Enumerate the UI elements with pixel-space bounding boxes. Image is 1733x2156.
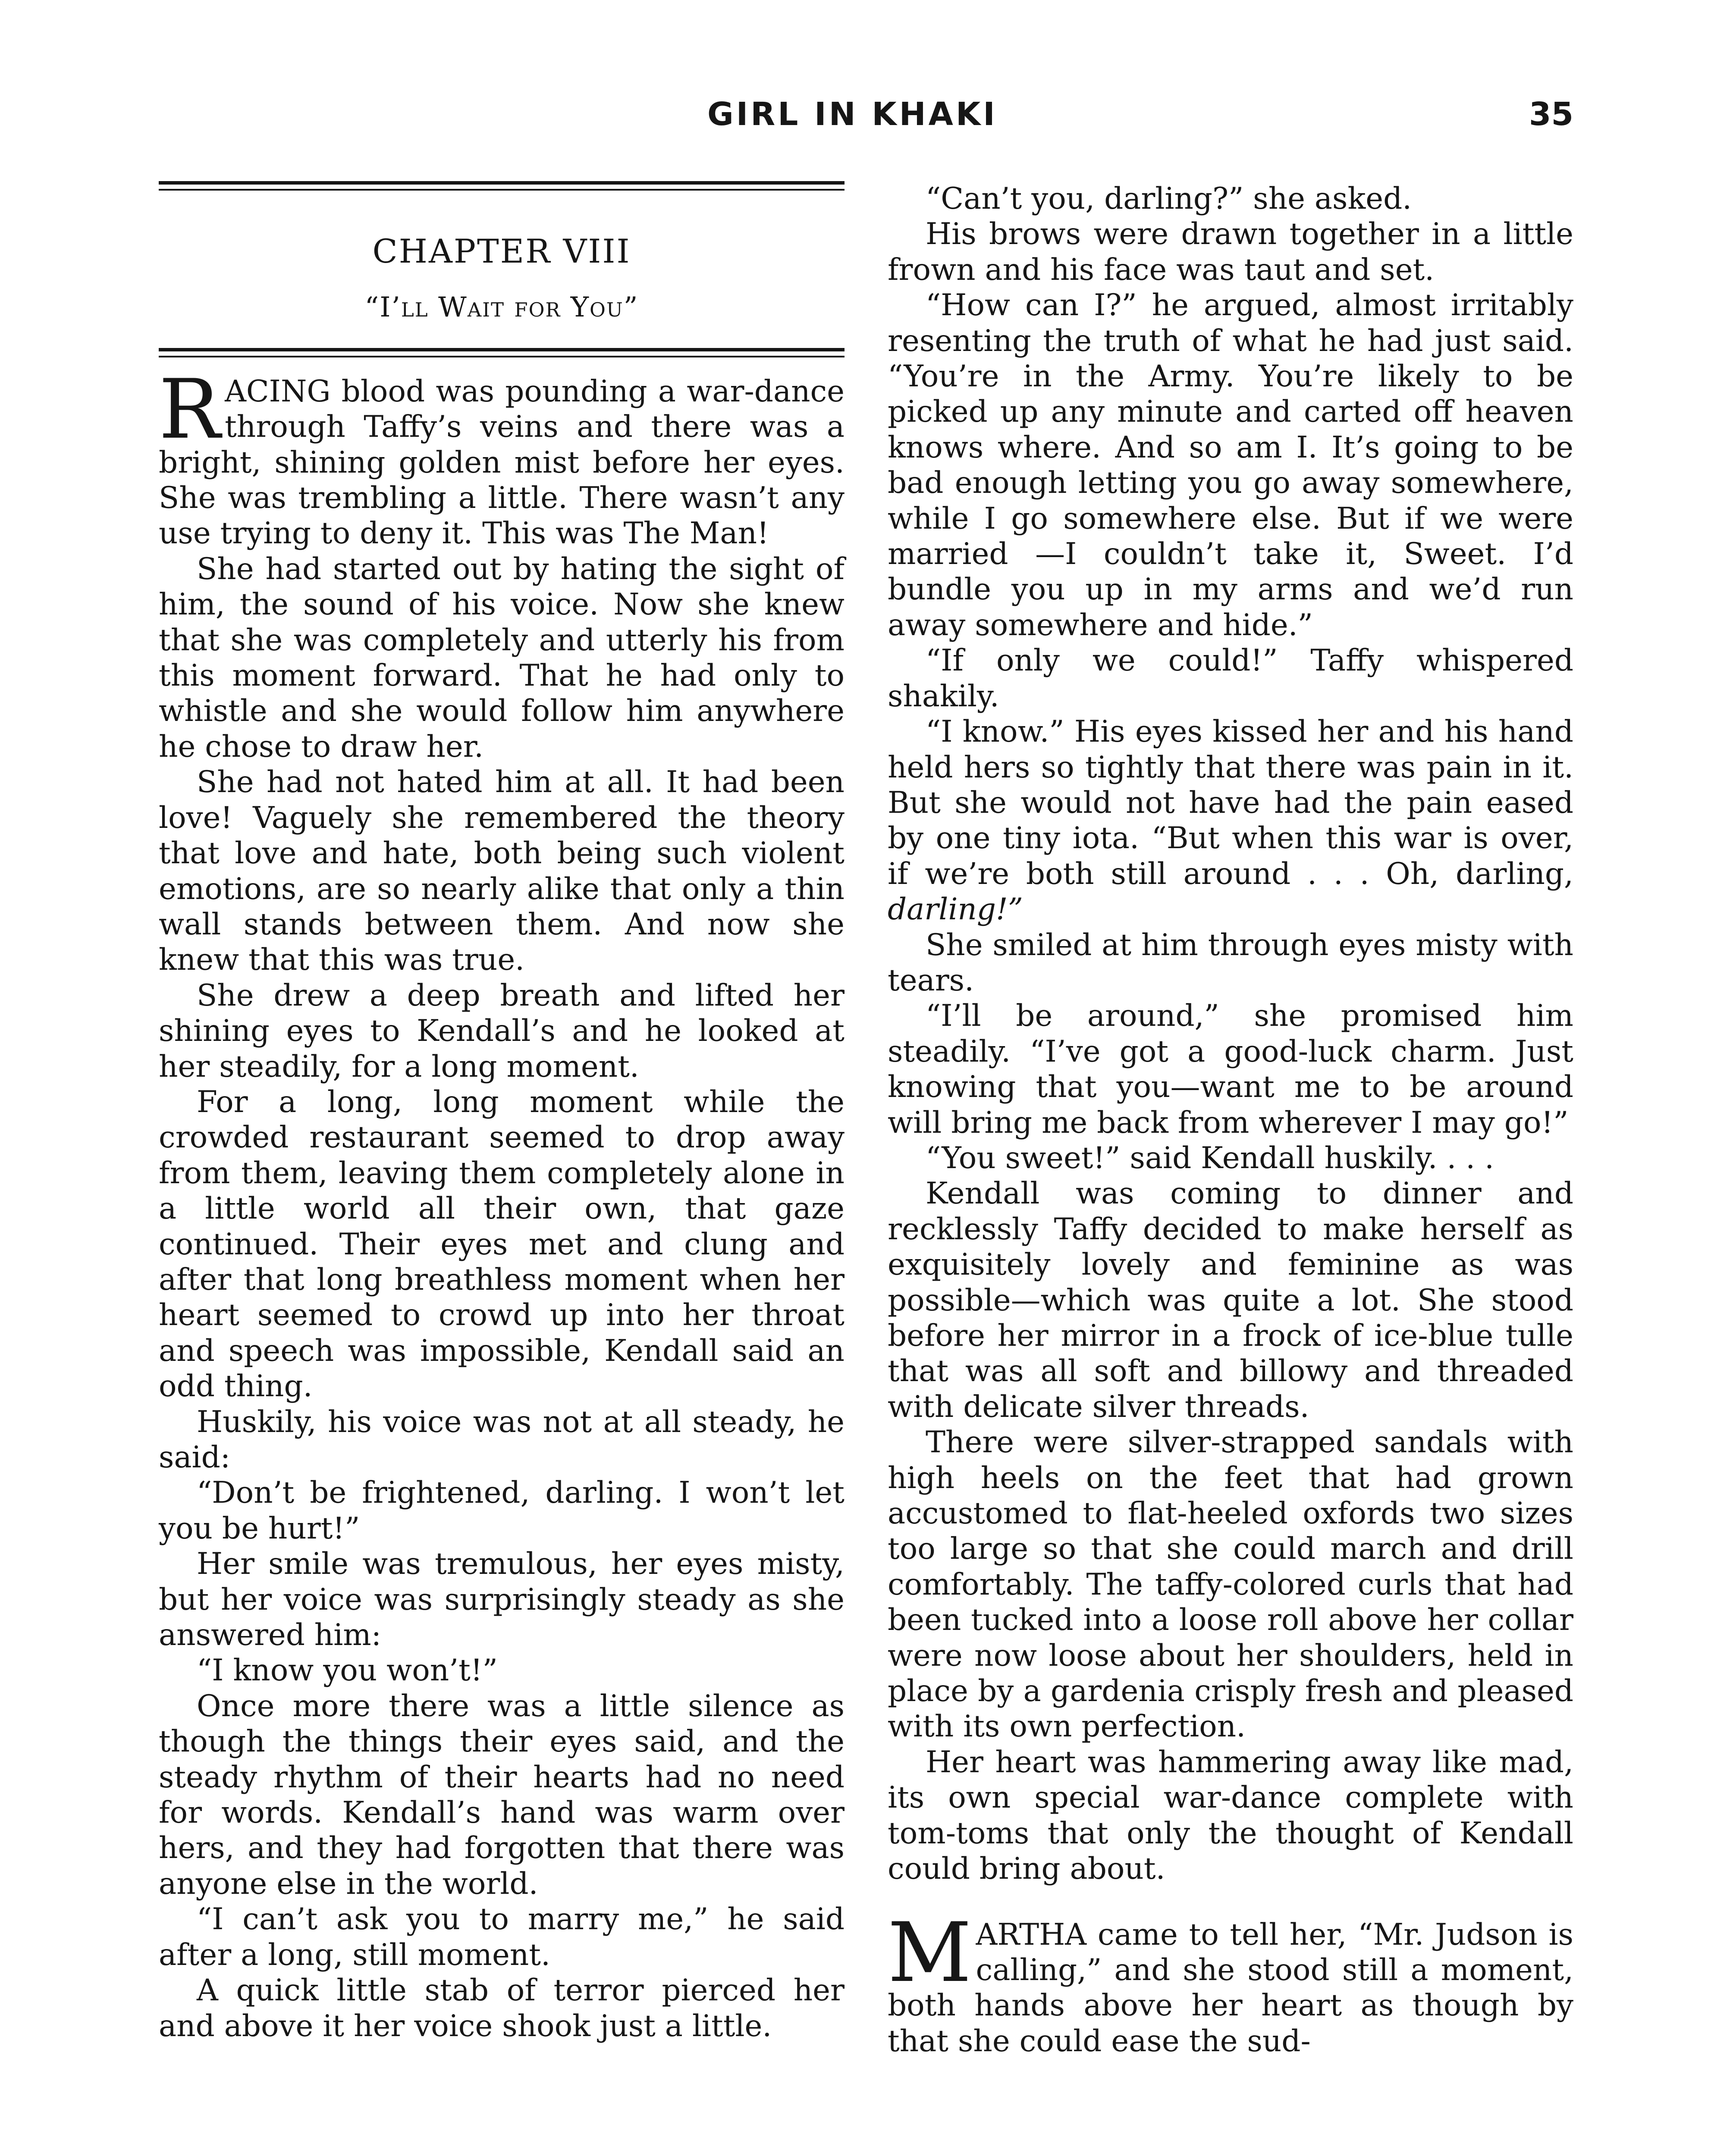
right-column bbox=[888, 181, 1573, 2059]
paragraph: She had started out by hating the sight of him, the sound of his voice. Now she knew that she was completely and utterly his from this moment forward. That he had only to whistle and she would follow him anywhere he chose to draw her. bbox=[159, 552, 845, 764]
paragraph: RACING blood was pounding a war-dance through Taffy’s veins and there was a bright, shining golden mist before her eyes. She was trembling a little. There wasn’t any use trying to deny it. This was The Man! bbox=[159, 361, 845, 551]
paragraph: She smiled at him through eyes misty with tears. bbox=[888, 928, 1573, 998]
chapter-subtitle: “I’ll Wait for You” bbox=[364, 291, 639, 324]
paragraph: For a long, long moment while the crowded restaurant seemed to drop away from them, leaving them completely alone in a little world all their own, that gaze continued. Their eyes met and clung and after that long breathless moment when her heart seemed to crowd up into her throat and speech was impossible, Kendall said an odd thing. bbox=[159, 1084, 845, 1404]
paragraph: She drew a deep breath and lifted her shining eyes to Kendall’s and he looked at her steadily, for a long moment. bbox=[159, 978, 845, 1084]
paragraph: Her heart was hammering away like mad, its own special war-dance complete with tom-toms that only the thought of Kendall could bring about. bbox=[888, 1745, 1573, 1887]
opening-small-caps: ARTHA bbox=[976, 1917, 1087, 1952]
opening-small-caps: ACING bbox=[225, 374, 331, 409]
paragraph: “Can’t you, darling?” she asked. bbox=[926, 182, 1412, 216]
section-break bbox=[888, 1887, 1573, 1917]
paragraph: “I can’t ask you to marry me,” he said after a long, still moment. bbox=[159, 1902, 845, 1972]
paragraph: “I know.” His eyes kissed her and his hand held hers so tightly that there was pain in it. But she would not have had the pain eased by one tiny iota. “But when this war is over, if we’re both still around . . . Oh, darling, darling!” bbox=[888, 714, 1573, 927]
paragraph: There were silver-strapped sandals with high heels on the feet that had grown accustomed to flat-heeled oxfords two sizes too large so that she could march and drill comfortably. The taffy-colored curls that had been tucked into a loose roll above her collar were now loose about her shoulders, held in place by a gardenia crisply fresh and pleased with its own perfection. bbox=[888, 1425, 1573, 1744]
drop-cap: R bbox=[159, 361, 221, 457]
paragraph: A quick little stab of terror pierced her and above it her voice shook just a little. bbox=[159, 1973, 845, 2043]
running-title: GIRL IN KHAKI bbox=[707, 96, 998, 133]
paragraph: “I’ll be around,” she promised him steadily. “I’ve got a good-luck charm. Just knowing that you—want me to be around will bring me back from wherever I may go!” bbox=[888, 999, 1573, 1140]
paragraph: “If only we could!” Taffy whispered shakily. bbox=[888, 643, 1573, 714]
double-rule-bottom bbox=[159, 348, 845, 361]
paragraph: “I know you won’t!” bbox=[197, 1653, 498, 1688]
paragraph: Once more there was a little silence as though the things their eyes said, and the steady rhythm of their hearts had no need for words. Kendall’s hand was warm over hers, and they had forgotten that there was anyone else in the world. bbox=[159, 1689, 845, 1901]
paragraph: “Don’t be frightened, darling. I won’t let you be hurt!” bbox=[159, 1476, 845, 1546]
chapter-title: CHAPTER VIII bbox=[372, 232, 631, 270]
paragraph: “You sweet!” said Kendall huskily. . . . bbox=[926, 1141, 1494, 1175]
paragraph: She had not hated him at all. It had been love! Vaguely she remembered the theory that love and hate, both being such violent emotions, are so nearly alike that only a thin wall stands between them. And now she knew that this was true. bbox=[159, 765, 845, 978]
paragraph: His brows were drawn together in a little frown and his face was taut and set. bbox=[888, 217, 1573, 287]
double-rule-top bbox=[159, 181, 845, 194]
drop-cap: M bbox=[888, 1905, 972, 2000]
left-column bbox=[159, 181, 845, 2044]
paragraph: Kendall was coming to dinner and recklessly Taffy decided to make herself as exquisitely lovely and feminine as was possible—which was quite a lot. She stood before her mirror in a frock of ice-blue tulle that was all soft and billowy and threaded with delicate silver threads. bbox=[888, 1176, 1573, 1424]
page-number: 35 bbox=[1529, 96, 1573, 133]
paragraph: Her smile was tremulous, her eyes misty, but her voice was surprisingly steady as she answered him: bbox=[159, 1547, 845, 1653]
paragraph: MARTHA came to tell her, “Mr. Judson is calling,” and she stood still a moment, both hands above her heart as though by that she could ease the sud- bbox=[888, 1905, 1573, 2059]
paragraph: Huskily, his voice was not at all steady, he said: bbox=[159, 1404, 845, 1475]
paragraph: “How can I?” he argued, almost irritably resenting the truth of what he had just said. “You’re in the Army. You’re likely to be picked up any minute and carted off heaven knows where. And so am I. It’s going to be bad enough letting you go away somewhere, while I go somewhere else. But if we were married —I couldn’t take it, Sweet. I’d bundle you up in my arms and we’d run away somewhere and hide.” bbox=[888, 288, 1573, 642]
emphasis-text: darling!” bbox=[888, 892, 1023, 927]
